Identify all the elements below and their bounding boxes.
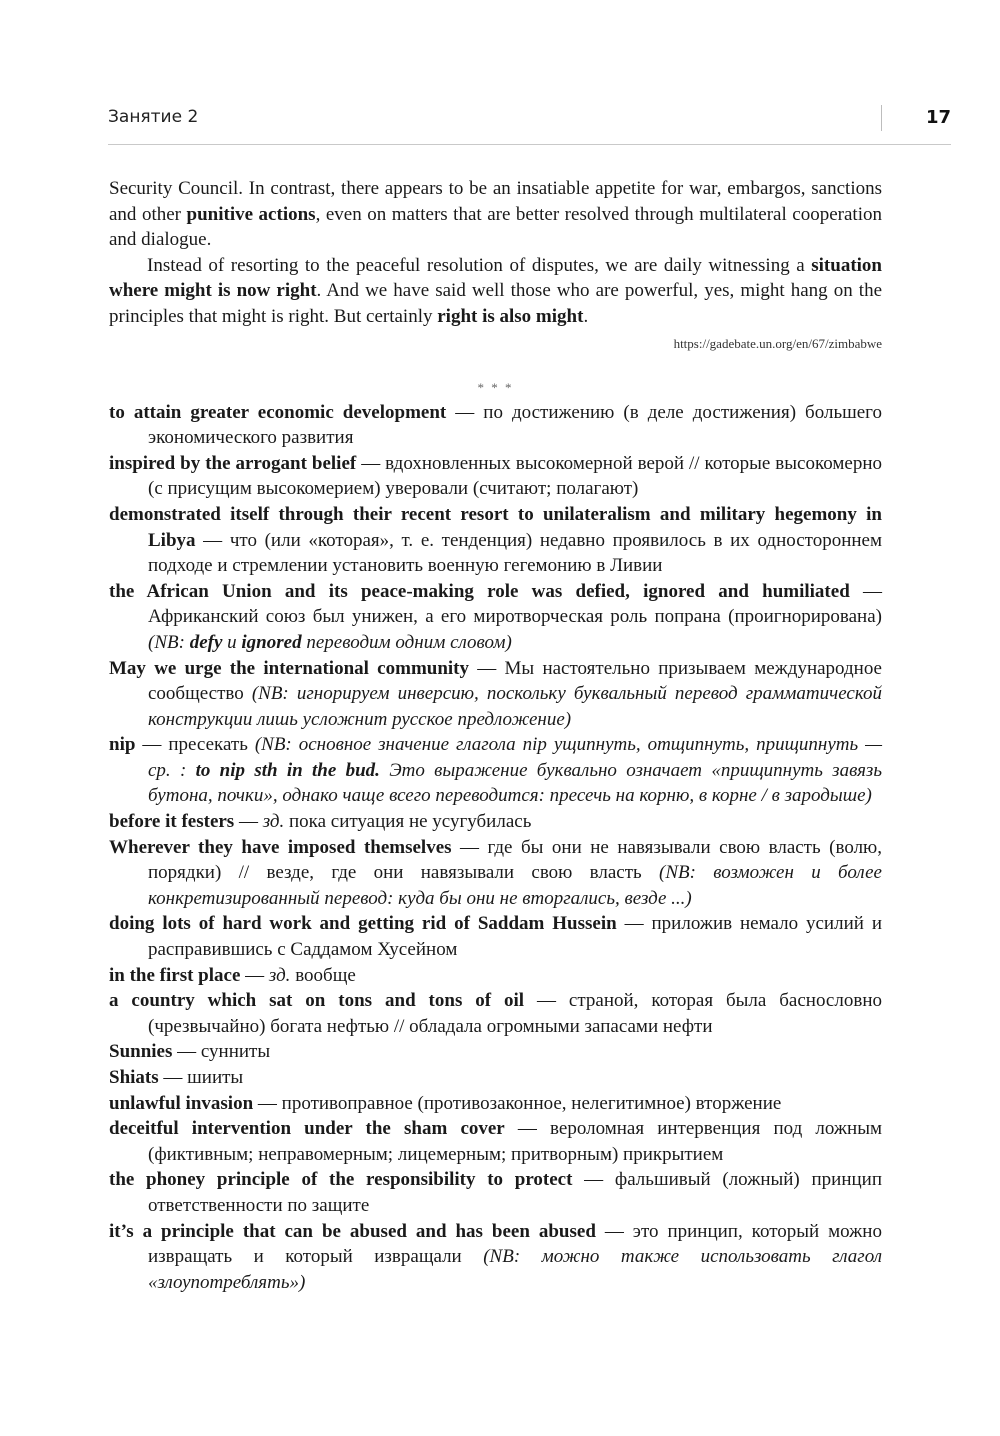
glossary-term: unlawful invasion	[109, 1092, 254, 1114]
note-part: переводим одним словом)	[301, 631, 512, 653]
glossary-term: doing lots of hard work and getting rid of Saddam Hussein	[109, 913, 617, 935]
glossary-entry	[109, 1091, 882, 1117]
paragraph-2	[109, 253, 882, 330]
glossary-translation: — вдохновленных высокомерной верой // которые высокомерно (с присущим высокомерием) уверовали (считают; полагают)	[148, 452, 882, 500]
glossary-term: Wherever they have imposed themselves	[109, 836, 452, 858]
note-part: (NB: основное значение глагола nip ущипнуть, отщипнуть, прищипнуть — ср. :	[148, 734, 882, 781]
glossary-term: Sunnies	[109, 1041, 173, 1063]
dash: —	[240, 964, 269, 986]
glossary-translation: пока ситуация не усугубилась	[284, 811, 532, 833]
glossary-term: nip	[109, 734, 136, 756]
note-part: (NB:	[148, 631, 190, 653]
glossary-term: the African Union and its peace-making role was defied, ignored and humiliated	[109, 580, 850, 602]
glossary-entry	[109, 732, 882, 809]
glossary-list	[109, 400, 882, 1296]
glossary-translation: — сунниты	[172, 1041, 271, 1063]
glossary-term: demonstrated itself through their recent resort to unilateralism and military hegemony in Libya	[109, 503, 882, 551]
note-term: defy	[189, 631, 223, 653]
glossary-translation: — Африканский союз был унижен, а его миротворческая роль попрана (проигнорирована)	[148, 580, 882, 628]
glossary-entry	[109, 809, 882, 835]
glossary-translation: — по достижению (в деле достижения) большего экономического развития	[148, 401, 883, 449]
abbrev-zd: зд.	[262, 811, 285, 833]
glossary-note: (NB: возможен и более конкретизированный перевод: куда бы они не вторгались, везде ...)	[148, 862, 882, 909]
glossary-entry	[109, 1219, 882, 1296]
glossary-note	[148, 632, 512, 653]
p2-bold-term-2: right is also might	[437, 305, 584, 327]
glossary-entry	[109, 1039, 882, 1065]
p2-bold-term-1: situation where might is now right	[109, 254, 882, 302]
header-rule	[108, 144, 951, 145]
p2-text-c: . And we have said well those who are powerful, yes, might hang on the principles that might is right. But certainly	[109, 280, 883, 327]
glossary-translation: — приложив немало усилий и расправившись с Саддамом Хусейном	[148, 913, 882, 961]
glossary-entry	[109, 451, 882, 502]
glossary-entry	[109, 1065, 882, 1091]
glossary-term: before it festers	[109, 811, 235, 833]
glossary-translation: вообще	[290, 964, 356, 986]
glossary-entry	[109, 988, 882, 1039]
glossary-entry	[109, 911, 882, 962]
header-divider	[881, 105, 882, 131]
glossary-entry	[109, 1116, 882, 1167]
glossary-note: (NB: можно также использовать глагол «злоупотреблять»)	[148, 1246, 883, 1293]
source-url: https://gadebate.un.org/en/67/zimbabwe	[673, 335, 882, 351]
glossary-term: deceitful intervention under the sham cover	[109, 1118, 505, 1140]
page-body	[109, 176, 882, 1295]
glossary-translation: — фальшивый (ложный) принцип ответственности по защите	[148, 1169, 882, 1216]
glossary-term: in the first place	[109, 964, 241, 986]
glossary-term: May we urge the international community	[109, 657, 470, 679]
glossary-translation: — страной, которая была баснословно (чрезвычайно) богата нефтью // обладала огромными запасами нефти	[148, 990, 882, 1037]
glossary-translation: — что (или «которая», т. е. тенденция) недавно проявилось в их одностороннем подходе и стремлении установить военную гегемонию в Ливии	[148, 529, 882, 577]
dash: —	[234, 811, 263, 833]
glossary-term: it’s a principle that can be abused and has been abused	[109, 1220, 596, 1242]
glossary-entry	[109, 963, 882, 989]
chapter-title: Занятие 2	[108, 107, 199, 127]
glossary-entry	[109, 1167, 882, 1218]
glossary-term: the phoney principle of the responsibility to protect	[109, 1169, 573, 1191]
paragraph-1	[109, 176, 882, 253]
glossary-note	[148, 734, 882, 806]
glossary-entry	[109, 656, 882, 733]
glossary-term: a country which sat on tons and tons of oil	[109, 990, 525, 1012]
glossary-note: (NB: игнорируем инверсию, поскольку буквальный перевод грамматической конструкции лишь усложнит русское предложение)	[148, 683, 882, 730]
p2-text-e: .	[583, 305, 589, 327]
glossary-translation: — пресекать	[135, 734, 255, 756]
page-number: 17	[925, 107, 951, 128]
glossary-entry	[109, 502, 882, 579]
abbrev-zd: зд.	[268, 964, 291, 986]
p1-text-c: , even on matters that are better resolved through multilateral cooperation and dialogue.	[109, 203, 882, 251]
glossary-translation: — это принцип, который можно извращать и который извращали	[148, 1220, 882, 1268]
glossary-entry	[109, 400, 882, 451]
p2-text-a: Instead of resorting to the peaceful resolution of disputes, we are daily witnessing a	[147, 254, 812, 276]
running-header	[108, 107, 951, 137]
note-part: и	[222, 631, 242, 653]
note-part: Это выражение буквально означает «прищипнуть завязь бутона, почки», однако чаще всего переводится: пресечь на корню, в корне / в зародыше)	[148, 759, 882, 807]
glossary-translation: — Мы настоятельно призываем международное сообщество	[148, 657, 882, 705]
p1-bold-term: punitive actions	[186, 203, 316, 225]
glossary-entry	[109, 579, 882, 656]
note-term: ignored	[241, 631, 302, 653]
glossary-translation: — шииты	[158, 1067, 244, 1088]
section-separator: * * *	[477, 379, 514, 395]
note-term: to nip sth in the bud.	[195, 759, 380, 781]
p1-text-a: Security Council. In contrast, there appears to be an insatiable appetite for war, embargos, sanctions and other	[109, 178, 882, 225]
glossary-translation: — где бы они не навязывали свою власть (волю, порядки) // везде, где они навязывали свою власть	[148, 836, 882, 884]
glossary-translation: — вероломная интервенция под ложным (фиктивным; неправомерным; лицемерным; притворным) прикрытием	[148, 1118, 883, 1165]
glossary-term: to attain greater economic development	[109, 401, 447, 423]
glossary-term: Shiats	[109, 1067, 159, 1088]
glossary-translation: — противоправное (противозаконное, нелегитимное) вторжение	[253, 1092, 782, 1114]
glossary-entry	[109, 835, 882, 912]
glossary-term: inspired by the arrogant belief	[109, 452, 357, 474]
